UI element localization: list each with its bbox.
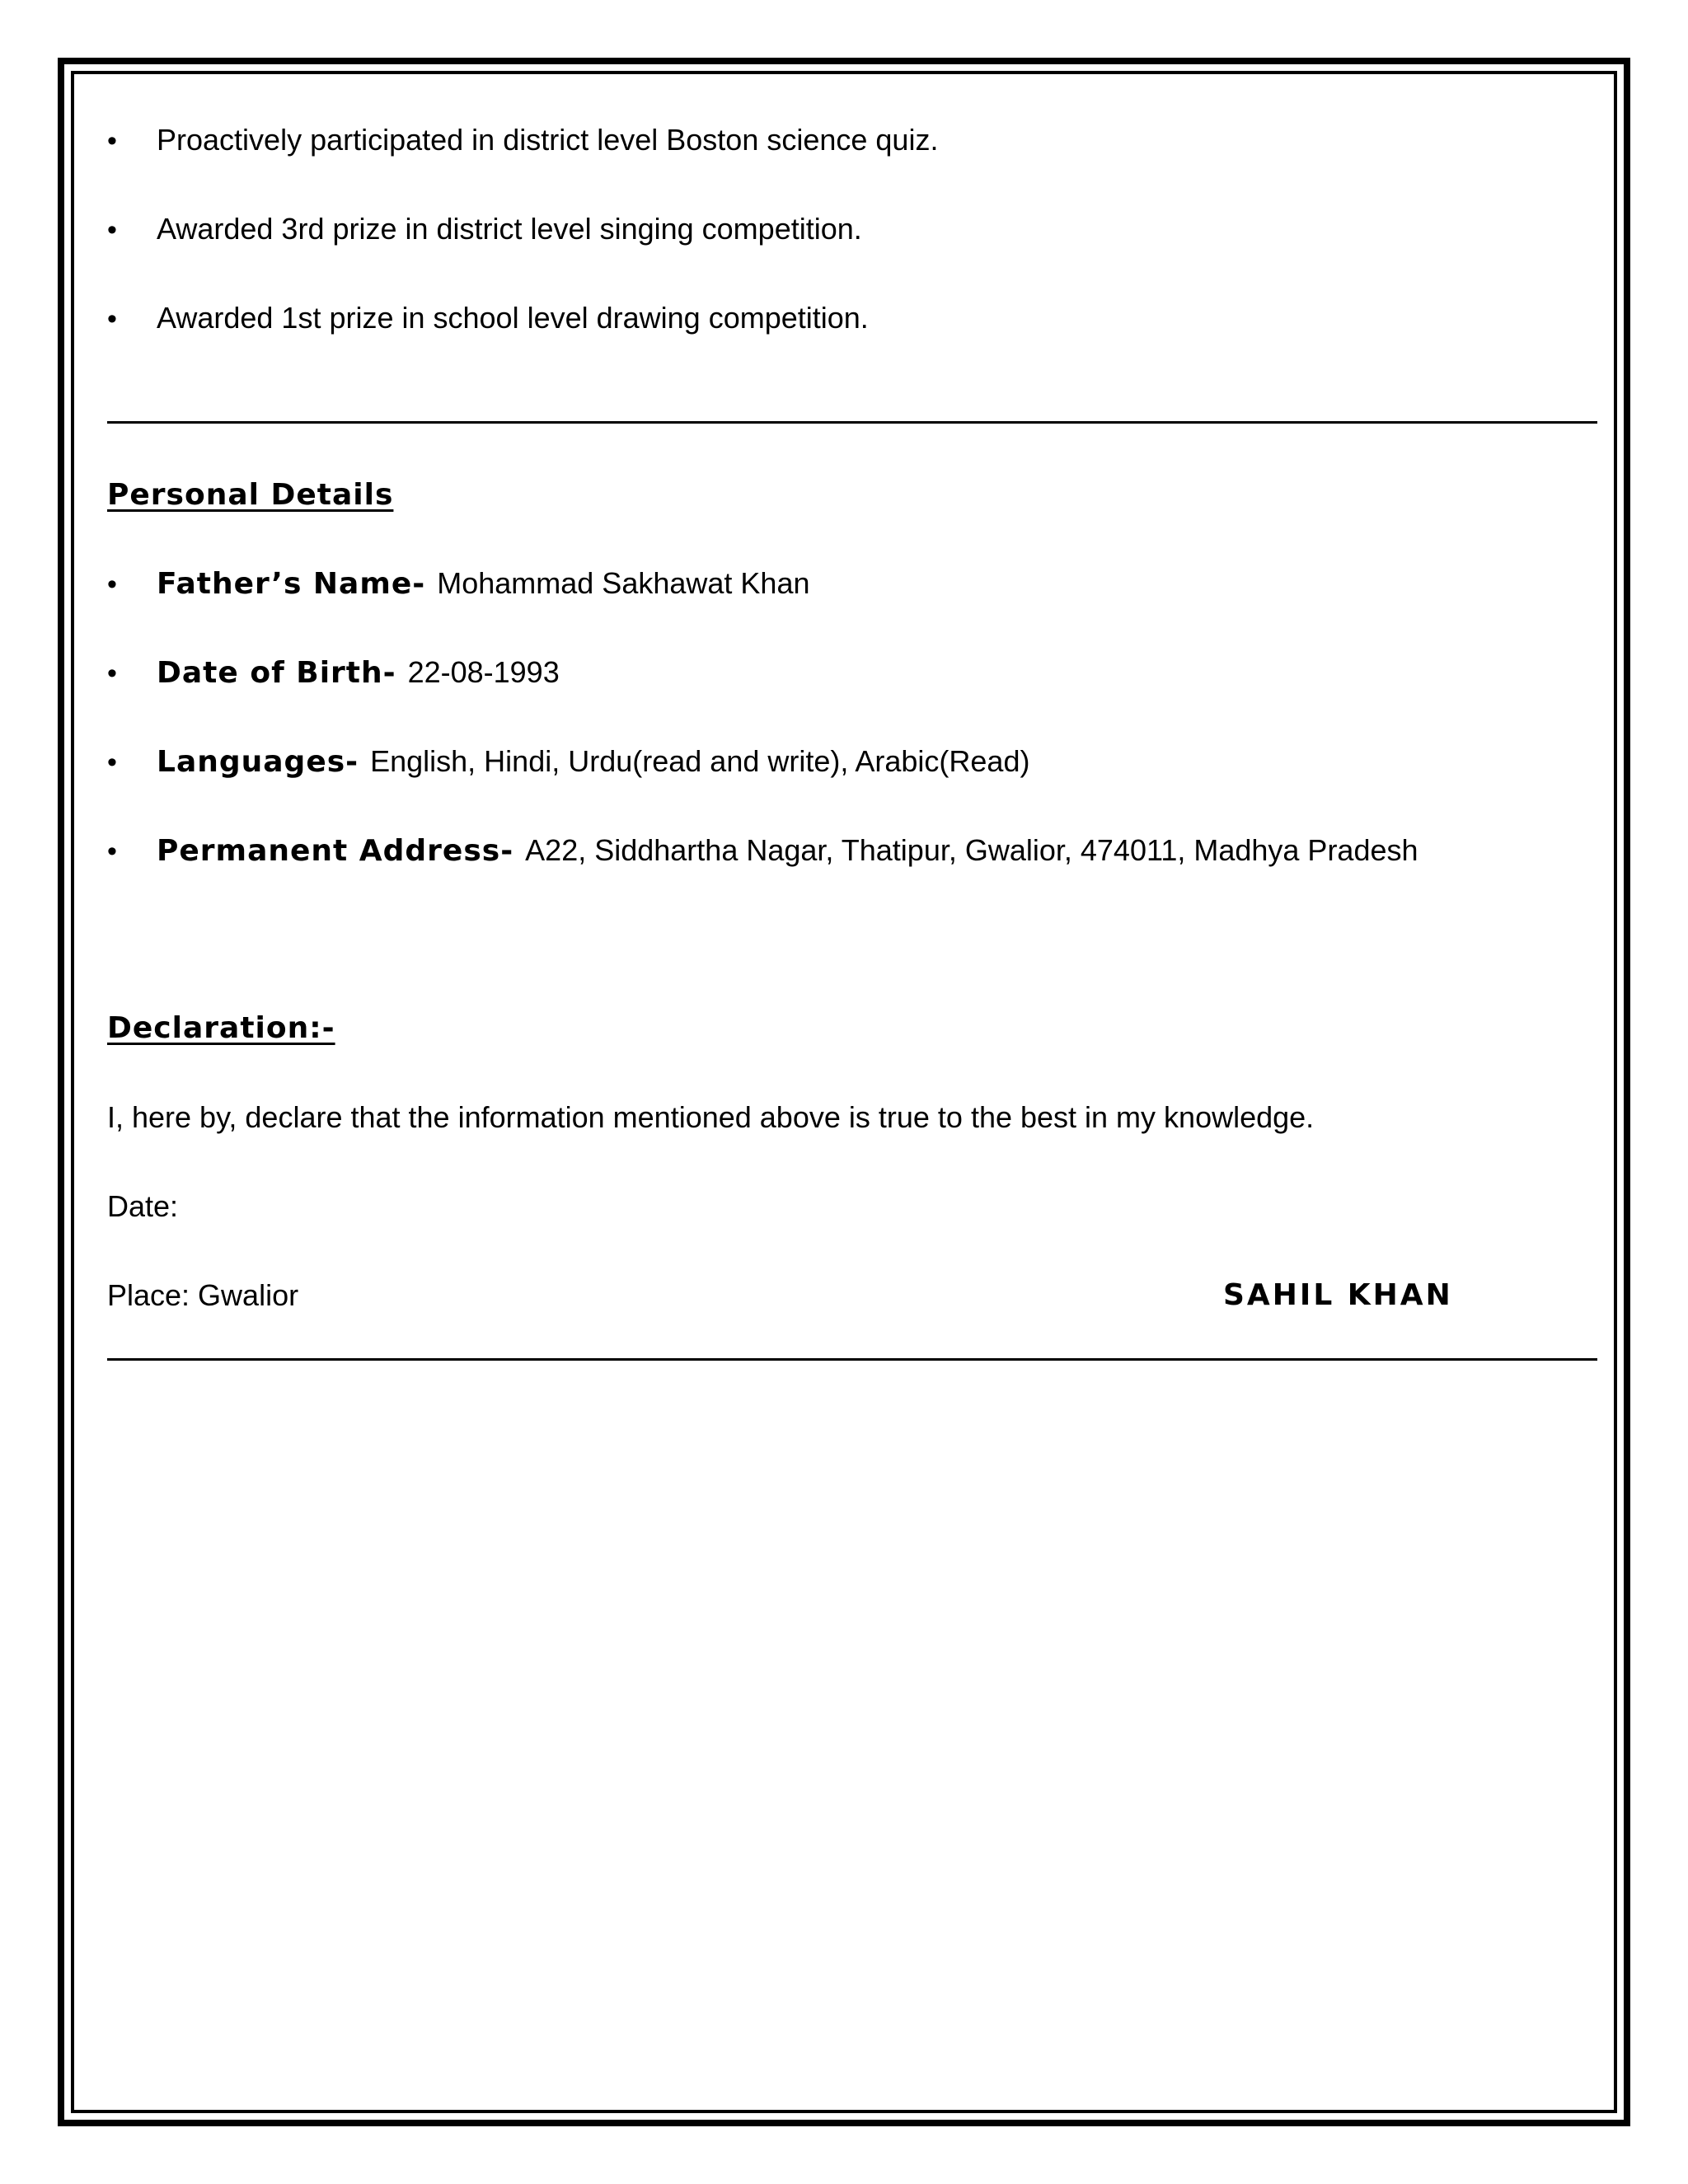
- list-item: [107, 214, 862, 244]
- achievement-text: Proactively participated in district level Boston science quiz.: [157, 123, 939, 157]
- place-line: Place: Gwalior: [107, 1278, 299, 1312]
- list-item: [107, 655, 560, 690]
- bullet-icon: •: [107, 303, 117, 335]
- bullet-icon: •: [107, 658, 117, 689]
- bullet-icon: •: [107, 747, 117, 778]
- achievement-text: Awarded 1st prize in school level drawing competition.: [157, 301, 869, 335]
- declaration-heading: Declaration:-: [107, 1011, 335, 1045]
- field-label: Date of Birth-: [157, 656, 396, 690]
- field-value: A22, Siddhartha Nagar, Thatipur, Gwalior, 474011, Madhya Pradesh: [525, 833, 1418, 867]
- list-item: [107, 744, 1030, 779]
- list-item: [107, 566, 810, 601]
- list-item: [107, 833, 1418, 868]
- signature-name: SAHIL KHAN: [1223, 1278, 1453, 1312]
- field-value: 22-08-1993: [407, 655, 560, 689]
- personal-details-heading: Personal Details: [107, 478, 394, 512]
- achievement-text: Awarded 3rd prize in district level singing competition.: [157, 212, 862, 246]
- page-border-inner: [71, 71, 1617, 2113]
- section-divider: [107, 1358, 1597, 1361]
- declaration-statement: I, here by, declare that the information mentioned above is true to the best in my knowledge.: [107, 1100, 1315, 1134]
- date-label: Date:: [107, 1189, 179, 1223]
- list-item: [107, 125, 938, 155]
- bullet-icon: •: [107, 569, 117, 600]
- bullet-icon: •: [107, 214, 117, 246]
- field-label: Father’s Name-: [157, 567, 426, 601]
- field-value: English, Hindi, Urdu(read and write), Arabic(Read): [370, 744, 1030, 778]
- field-label: Permanent Address-: [157, 834, 514, 868]
- section-divider: [107, 421, 1597, 424]
- bullet-icon: •: [107, 125, 117, 157]
- list-item: [107, 303, 869, 333]
- field-value: Mohammad Sakhawat Khan: [437, 566, 810, 600]
- field-label: Languages-: [157, 745, 359, 779]
- bullet-icon: •: [107, 836, 117, 867]
